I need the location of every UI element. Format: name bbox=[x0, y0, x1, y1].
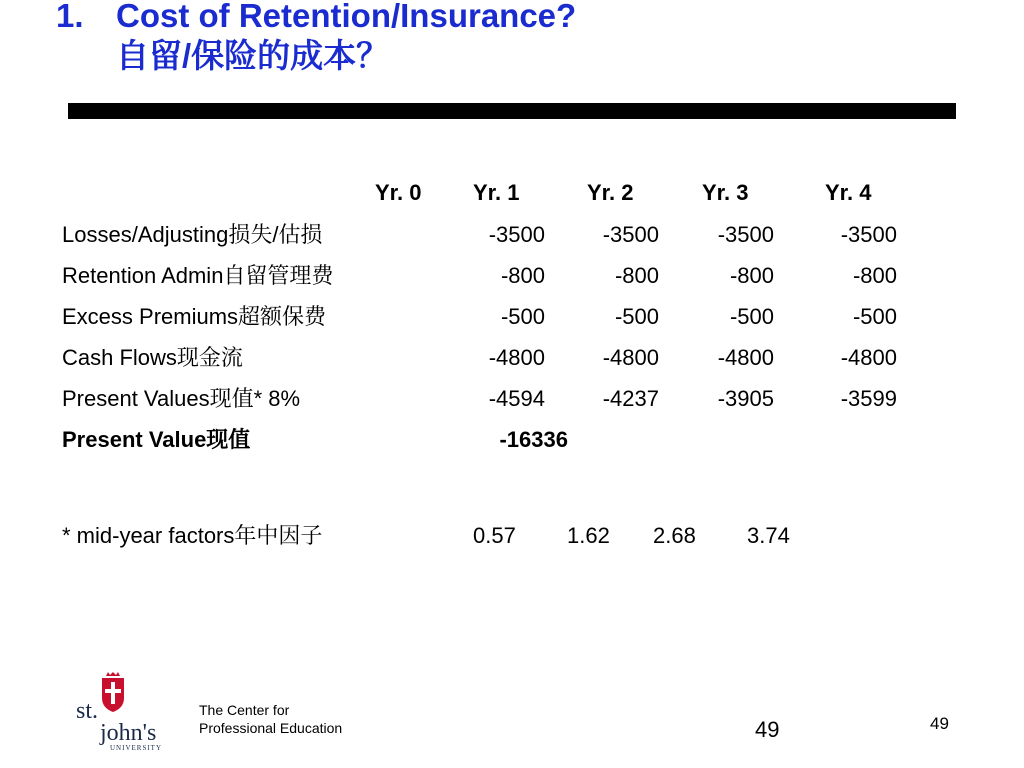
footer-center-name bbox=[199, 701, 342, 737]
table-row-present-values bbox=[0, 383, 1024, 415]
cell: -800 bbox=[729, 263, 774, 288]
cell: -800 bbox=[614, 263, 659, 288]
cell: -500 bbox=[729, 304, 774, 329]
cell: -4594 bbox=[488, 386, 545, 411]
cell: -4800 bbox=[840, 345, 897, 370]
table-header-row bbox=[0, 177, 1024, 209]
cell: -4800 bbox=[717, 345, 774, 370]
factor: 3.74 bbox=[747, 523, 790, 548]
footer-line2: Professional Education bbox=[199, 720, 343, 736]
page-number-right: 49 bbox=[930, 714, 949, 733]
cell: -3500 bbox=[717, 222, 774, 247]
cell: -500 bbox=[614, 304, 659, 329]
cell: -800 bbox=[500, 263, 545, 288]
row-label: Excess Premiums超额保费 bbox=[62, 304, 327, 329]
header-yr4: Yr. 4 bbox=[825, 180, 872, 205]
table-row-excess-premiums bbox=[0, 301, 1024, 333]
cell: -3905 bbox=[717, 386, 774, 411]
row-label: Present Values现值* 8% bbox=[62, 386, 301, 411]
st-johns-university-logo bbox=[72, 672, 184, 752]
total-value: -16336 bbox=[499, 427, 568, 452]
header-yr1: Yr. 1 bbox=[473, 180, 520, 205]
logo-johns: john's bbox=[100, 720, 157, 746]
row-label: Cash Flows现金流 bbox=[62, 345, 243, 370]
factor: 0.57 bbox=[473, 523, 516, 548]
row-label: Losses/Adjusting损失/估损 bbox=[62, 222, 323, 247]
header-yr2: Yr. 2 bbox=[587, 180, 634, 205]
table-row-total bbox=[0, 424, 1024, 456]
cell: -4800 bbox=[602, 345, 659, 370]
cell: -800 bbox=[852, 263, 897, 288]
cell: -3599 bbox=[840, 386, 897, 411]
title-chinese: 自留/保险的成本？ bbox=[116, 37, 390, 74]
title-number: 1. bbox=[56, 0, 84, 34]
logo-university: UNIVERSITY bbox=[110, 744, 162, 752]
table-row-retention-admin bbox=[0, 260, 1024, 292]
table-row-losses bbox=[0, 219, 1024, 251]
header-yr3: Yr. 3 bbox=[702, 180, 749, 205]
footer-line1: The Center for bbox=[199, 702, 290, 718]
factor: 1.62 bbox=[567, 523, 610, 548]
logo-st: st. bbox=[76, 698, 99, 724]
cell: -4237 bbox=[602, 386, 659, 411]
cell: -4800 bbox=[488, 345, 545, 370]
factor: 2.68 bbox=[653, 523, 696, 548]
factors-label: * mid-year factors年中因子 bbox=[62, 523, 323, 548]
total-label: Present Value现值 bbox=[62, 427, 251, 452]
slide-title bbox=[56, 0, 576, 76]
page-number-center: 49 bbox=[755, 717, 780, 742]
title-english: Cost of Retention/Insurance? bbox=[116, 0, 577, 34]
row-label: Retention Admin自留管理费 bbox=[62, 263, 334, 288]
crest-icon bbox=[102, 672, 124, 712]
header-yr0: Yr. 0 bbox=[375, 180, 422, 205]
title-divider bbox=[68, 103, 956, 119]
table-row-factors bbox=[0, 520, 1024, 552]
cell: -3500 bbox=[840, 222, 897, 247]
cell: -3500 bbox=[488, 222, 545, 247]
table-row-cash-flows bbox=[0, 342, 1024, 374]
cell: -500 bbox=[852, 304, 897, 329]
cell: -3500 bbox=[602, 222, 659, 247]
cell: -500 bbox=[500, 304, 545, 329]
